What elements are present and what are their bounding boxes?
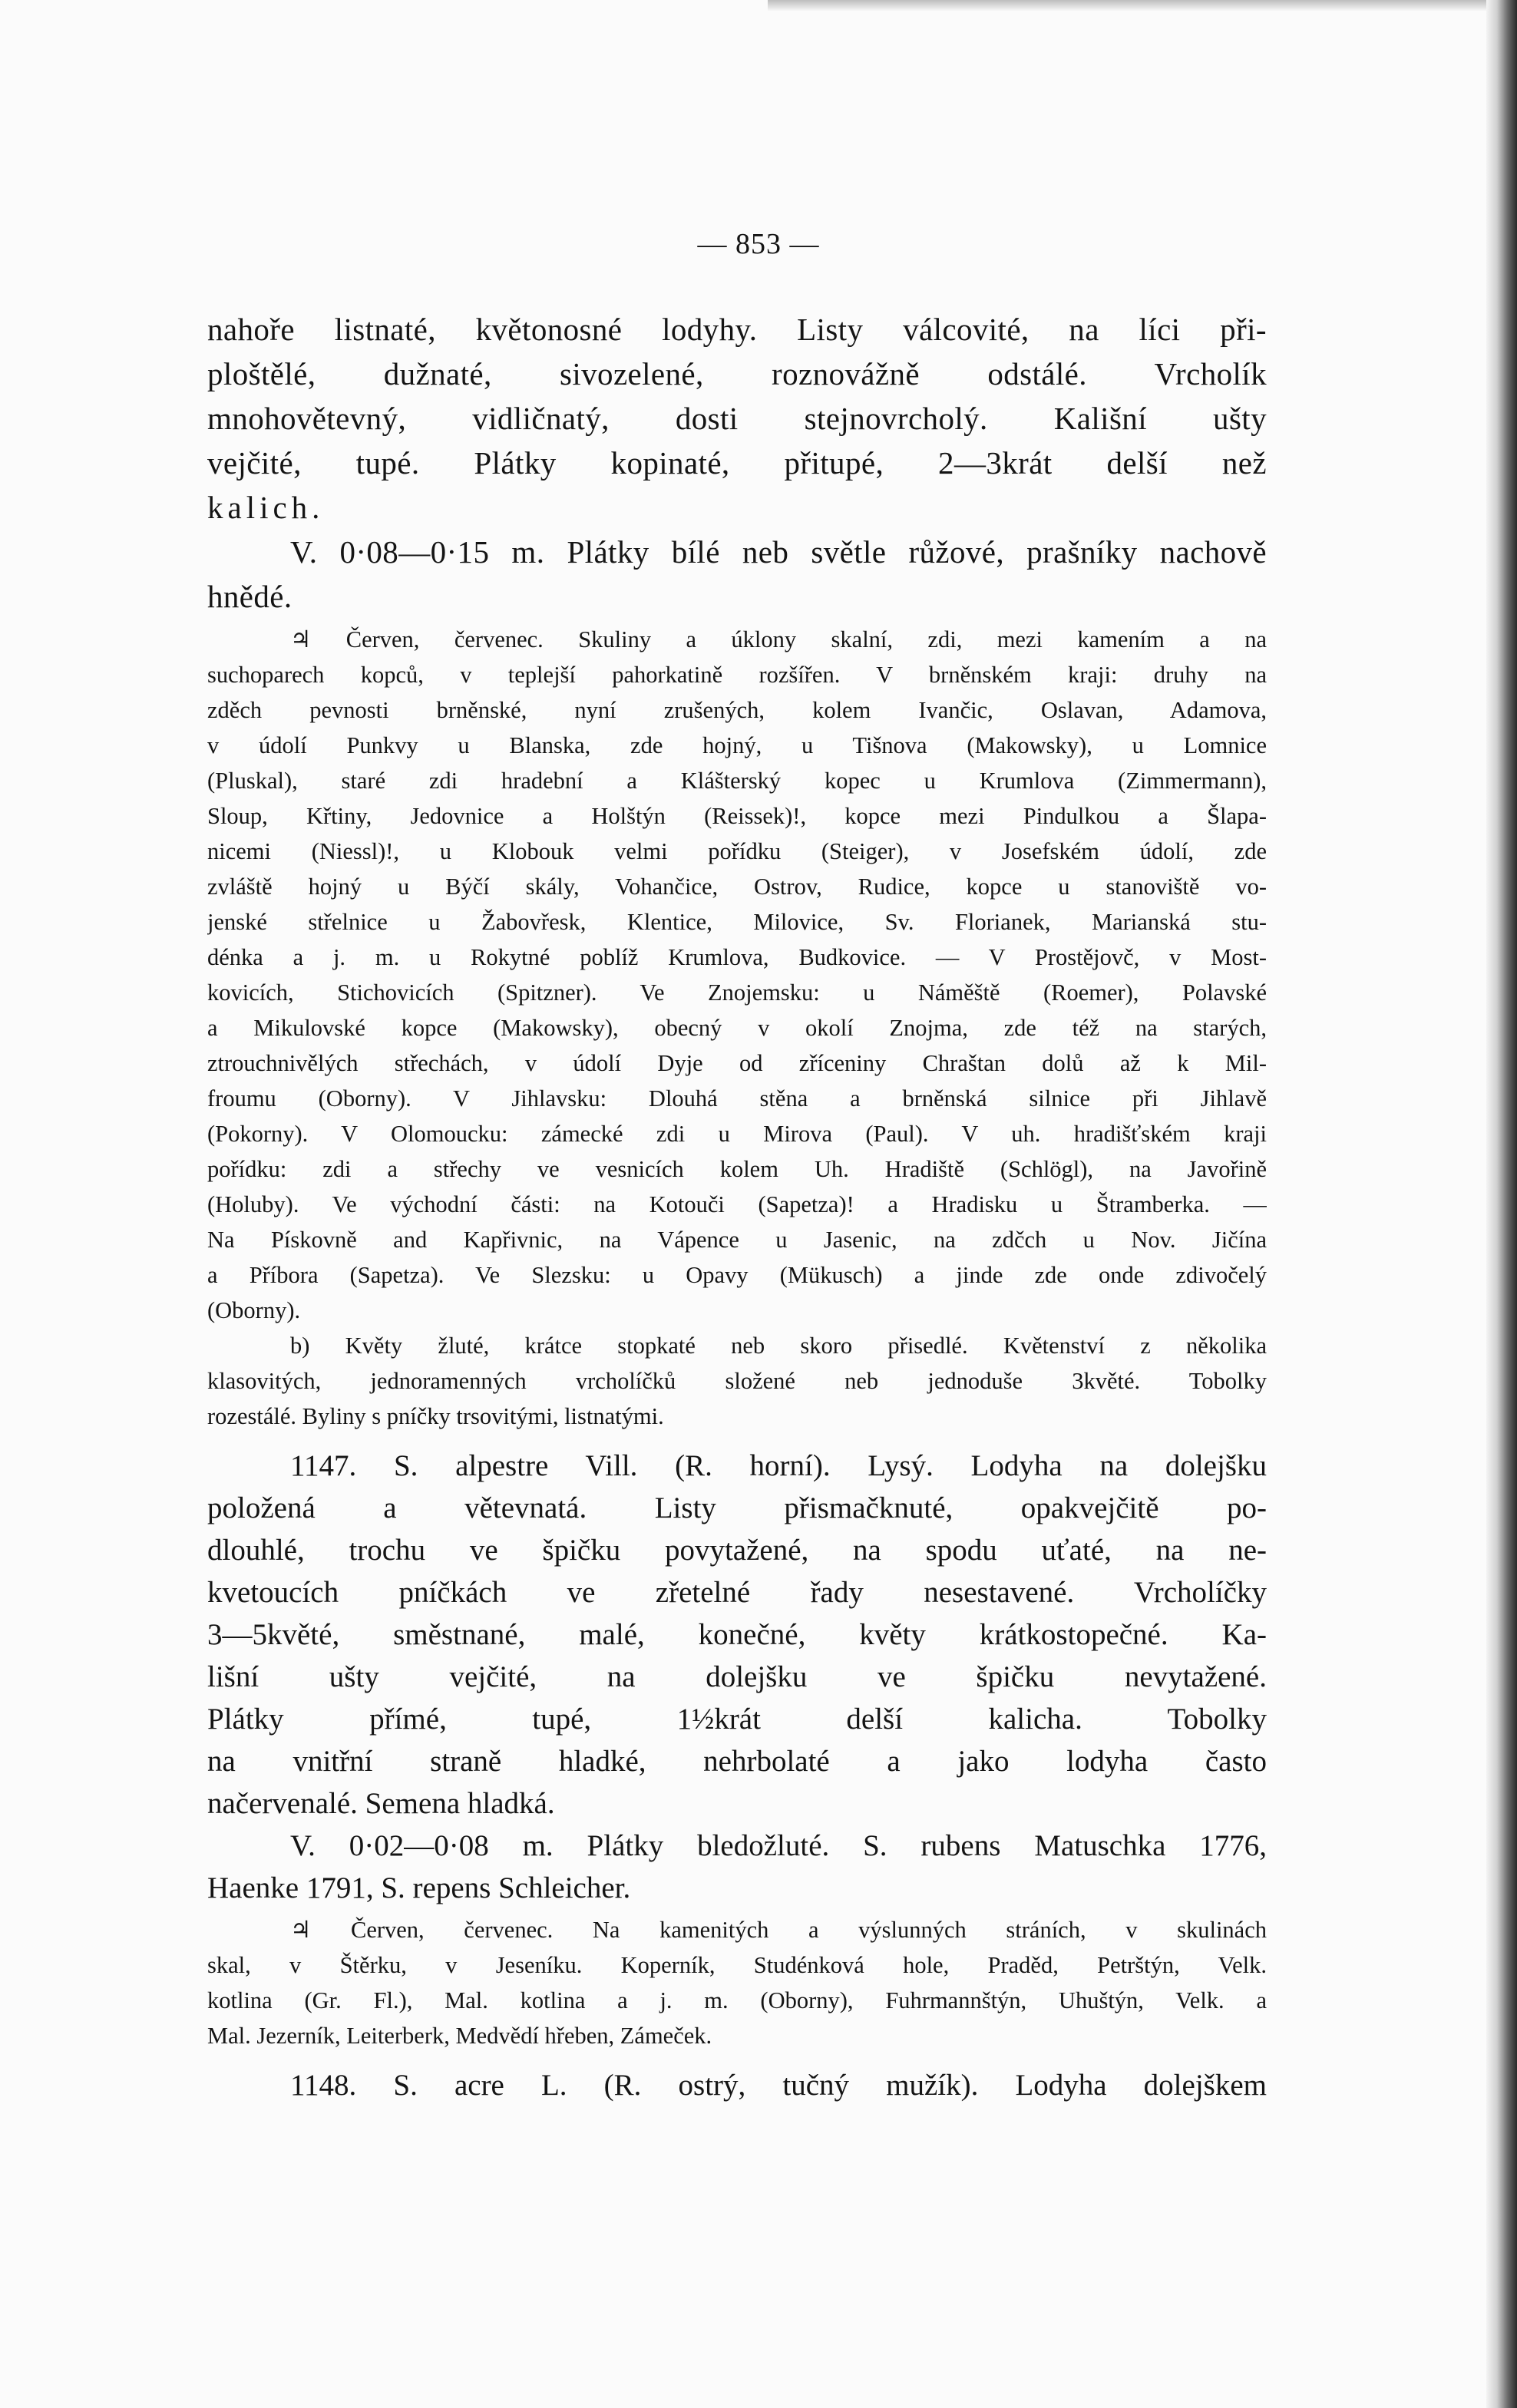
text-line: na vnitřní straně hladké, nehrbolaté a jako lodyha často xyxy=(207,1745,1267,1778)
text-line: kvetoucích pníčkách ve zřetelné řady nesestavené. Vrcholíčky xyxy=(207,1576,1267,1609)
description-sedum-acre xyxy=(207,2064,1267,2106)
text-line: dlouhlé, trochu ve špičku povytažené, na spodu uťaté, na ne- xyxy=(207,1534,1267,1567)
text-line: (Pluskal), staré zdi hradební a Klášterský kopec u Krumlova (Zimmermann), xyxy=(207,768,1267,794)
text-line: skal, v Štěrku, v Jeseníku. Koperník, Studénková hole, Praděd, Petrštýn, Velk. xyxy=(207,1952,1267,1978)
text-line: ♃ Červen, červenec. Skuliny a úklony skalní, zdi, mezi kamením a na xyxy=(290,626,1267,652)
text-line: Na Pískovně and Kapřivnic, na Vápence u Jasenic, na zdčch u Nov. Jičína xyxy=(207,1227,1267,1253)
text-line: pořídku: zdi a střechy ve vesnicích kolem Uh. Hradiště (Schlögl), na Javořině xyxy=(207,1156,1267,1182)
text-line: kalich. xyxy=(207,490,325,525)
text-line: v údolí Punkvy u Blanska, zde hojný, u Tišnova (Makowsky), u Lomnice xyxy=(207,732,1267,758)
text-line: V. 0·08—0·15 m. Plátky bílé neb světle růžové, prašníky nachově xyxy=(290,534,1267,570)
text-line: ploštělé, dužnaté, sivozelené, roznovážně odstálé. Vrcholík xyxy=(207,356,1267,391)
species-heading-line: 1148. S. acre L. (R. ostrý, tučný mužík). Lodyha dolejškem xyxy=(290,2069,1267,2102)
text-line: načervenalé. Semena hladká. xyxy=(207,1787,555,1820)
text-line: Mal. Jezerník, Leiterberk, Medvědí hřeben, Zámeček. xyxy=(207,2023,712,2049)
text-line: 3—5květé, směstnané, malé, konečné, květy krátkostopečné. Ka- xyxy=(207,1618,1267,1651)
scan-top-edge xyxy=(768,0,1517,11)
text-line: položená a větevnatá. Listy přismačknuté, opakvejčitě po- xyxy=(207,1491,1267,1524)
text-line: Plátky přímé, tupé, 1½krát delší kalicha. Tobolky xyxy=(207,1703,1267,1736)
localities-sedum-album xyxy=(207,622,1267,1434)
text-line: (Pokorny). V Olomoucku: zámecké zdi u Mirova (Paul). V uh. hradišťském kraji xyxy=(207,1121,1267,1147)
text-line: ♃ Červen, červenec. Na kamenitých a výslunných stráních, v skulinách xyxy=(290,1917,1267,1943)
text-line: rozestálé. Byliny s pníčky trsovitými, listnatými. xyxy=(207,1403,664,1429)
text-line: a Příbora (Sapetza). Ve Slezsku: u Opavy (Mükusch) a jinde zde onde zdivočelý xyxy=(207,1262,1267,1288)
page-number: — 853 — xyxy=(697,228,820,260)
localities-sedum-alpestre xyxy=(207,1912,1267,2053)
text-line: zděch pevnosti brněnské, nyní zrušených, kolem Ivančic, Oslavan, Adamova, xyxy=(207,697,1267,723)
text-line: Haenke 1791, S. repens Schleicher. xyxy=(207,1871,631,1904)
text-line: suchoparech kopců, v teplejší pahorkatině rozšířen. V brněnském kraji: druhy na xyxy=(207,662,1267,688)
text-line: nicemi (Niessl)!, u Klobouk velmi pořídku (Steiger), v Josefském údolí, zde xyxy=(207,838,1267,864)
text-line: froumu (Oborny). V Jihlavsku: Dlouhá stěna a brněnská silnice při Jihlavě xyxy=(207,1085,1267,1112)
text-line: (Oborny). xyxy=(207,1297,301,1323)
text-line: a Mikulovské kopce (Makowsky), obecný v okolí Znojma, zde též na starých, xyxy=(207,1015,1267,1041)
description-sedum-alpestre xyxy=(207,1445,1267,1909)
species-heading-line: 1147. S. alpestre Vill. (R. horní). Lysý. Lodyha na dolejšku xyxy=(290,1449,1267,1482)
text-line: jenské střelnice u Žabovřesk, Klentice, Milovice, Sv. Florianek, Marianská stu- xyxy=(207,909,1267,935)
text-line: kotlina (Gr. Fl.), Mal. kotlina a j. m. (Oborny), Fuhrmannštýn, Uhuštýn, Velk. a xyxy=(207,1987,1267,2013)
text-line: kovicích, Stichovicích (Spitzner). Ve Znojemsku: u Náměště (Roemer), Polavské xyxy=(207,979,1267,1006)
text-line: ztrouchnivělých střechách, v údolí Dyje od zříceniny Chraštan dolů až k Mil- xyxy=(207,1050,1267,1076)
scan-right-edge xyxy=(1486,0,1517,2408)
text-line: dénka a j. m. u Rokytné poblíž Krumlova, Budkovice. — V Prostějovč, v Most- xyxy=(207,944,1267,970)
text-line: b) Květy žluté, krátce stopkaté neb skoro přisedlé. Květenství z několika xyxy=(290,1333,1267,1359)
text-line: zvláště hojný u Býčí skály, Vohančice, Ostrov, Rudice, kopce u stanoviště vo- xyxy=(207,874,1267,900)
text-line: Sloup, Křtiny, Jedovnice a Holštýn (Reissek)!, kopce mezi Pindulkou a Šlapa- xyxy=(207,803,1267,829)
text-line: hnědé. xyxy=(207,579,292,614)
text-line: klasovitých, jednoramenných vrcholíčků složené neb jednoduše 3květé. Tobolky xyxy=(207,1368,1267,1394)
text-line: mnohovětevný, vidličnatý, dosti stejnovrcholý. Kališní ušty xyxy=(207,401,1267,436)
text-line: V. 0·02—0·08 m. Plátky bledožluté. S. rubens Matuschka 1776, xyxy=(290,1829,1267,1862)
description-sedum-album xyxy=(207,307,1267,619)
text-line: (Holuby). Ve východní části: na Kotouči (Sapetza)! a Hradisku u Štramberka. — xyxy=(207,1191,1267,1217)
text-line: lišní ušty vejčité, na dolejšku ve špičku nevytažené. xyxy=(207,1660,1267,1693)
text-line: nahoře listnaté, květonosné lodyhy. Listy válcovité, na líci při- xyxy=(207,312,1267,347)
text-line: vejčité, tupé. Plátky kopinaté, přitupé, 2—3krát delší než xyxy=(207,445,1267,481)
page-text xyxy=(207,307,1267,2106)
